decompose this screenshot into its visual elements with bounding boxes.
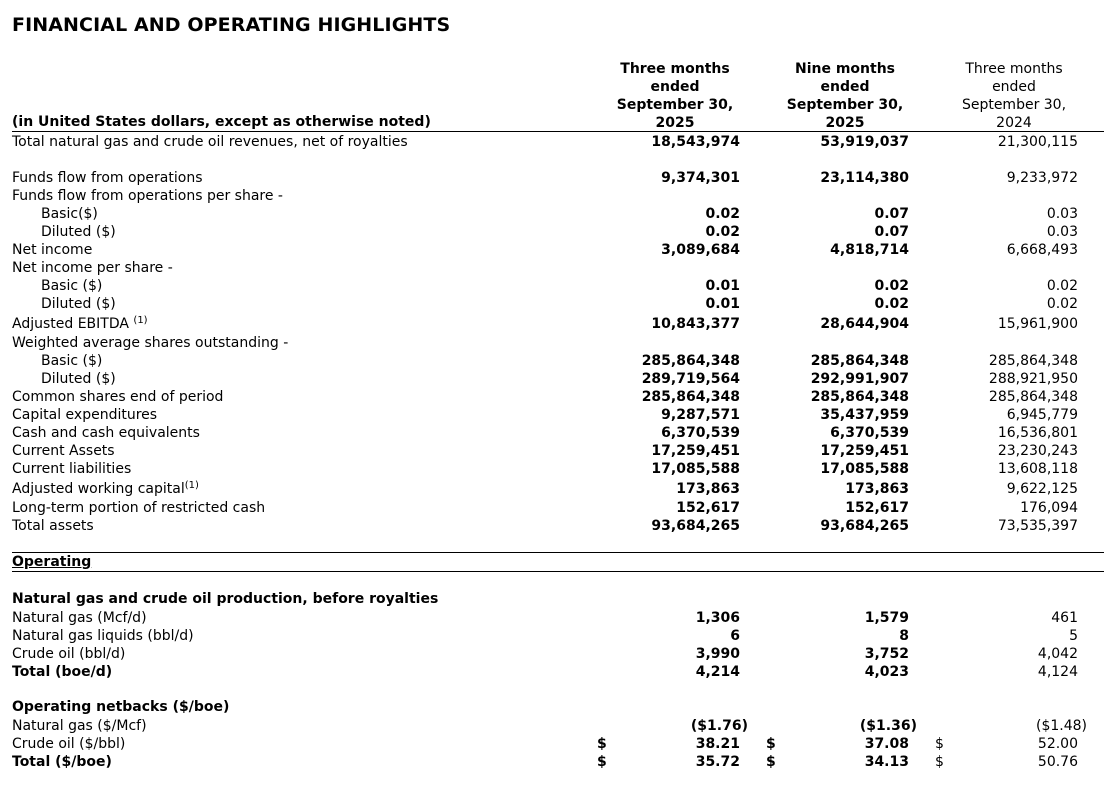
row-label-text: Funds flow from operations per share - xyxy=(12,188,283,204)
table-row xyxy=(0,295,1111,313)
row-label: Total ($/boe) xyxy=(12,754,112,770)
value-cell: 53,919,037 xyxy=(820,134,909,150)
column-header-q3-2024 xyxy=(944,60,1084,132)
table-row xyxy=(0,241,1111,259)
row-label: Total (boe/d) xyxy=(12,664,113,680)
header-line: ended xyxy=(992,79,1036,95)
row-label xyxy=(12,388,223,406)
value-cell: 50.76 xyxy=(1037,754,1078,770)
header-line: 2025 xyxy=(655,115,695,131)
header-line: ended xyxy=(820,79,870,95)
value-cell: 285,864,348 xyxy=(641,353,740,369)
value-cell: 93,684,265 xyxy=(651,518,740,534)
row-label xyxy=(41,352,102,370)
value-cell: 6,668,493 xyxy=(1006,242,1078,258)
table-row xyxy=(0,133,1111,151)
row-label xyxy=(12,133,408,151)
value-cell: 4,124 xyxy=(1037,664,1078,680)
value-cell: ($1.48) xyxy=(1035,718,1087,734)
row-label xyxy=(12,480,199,498)
row-label xyxy=(12,499,265,517)
value-cell: 16,536,801 xyxy=(997,425,1078,441)
value-cell: 152,617 xyxy=(676,500,740,516)
row-label xyxy=(41,223,116,241)
value-cell: 285,864,348 xyxy=(988,389,1078,405)
header-line: Nine months xyxy=(794,61,896,77)
value-cell: 9,233,972 xyxy=(1006,170,1078,186)
value-cell: 173,863 xyxy=(676,481,740,497)
value-cell: 5 xyxy=(1069,628,1078,644)
row-label xyxy=(41,295,116,313)
value-cell: 15,961,900 xyxy=(997,316,1078,332)
value-cell: 17,085,588 xyxy=(820,461,909,477)
currency-symbol: $ xyxy=(935,736,944,752)
value-cell: 0.02 xyxy=(1046,278,1078,294)
value-cell: 285,864,348 xyxy=(641,389,740,405)
value-cell: 1,306 xyxy=(695,610,740,626)
value-cell: 0.02 xyxy=(1046,296,1078,312)
value-cell: 0.07 xyxy=(874,206,909,222)
row-label-text: Total assets xyxy=(12,518,94,534)
row-label xyxy=(41,277,102,295)
value-cell: 23,230,243 xyxy=(997,443,1078,459)
table-row xyxy=(0,223,1111,241)
value-cell: 35,437,959 xyxy=(820,407,909,423)
value-cell: 10,843,377 xyxy=(651,316,740,332)
header-line: September 30, xyxy=(786,97,904,113)
value-cell: 0.03 xyxy=(1046,206,1078,222)
page-title: FINANCIAL AND OPERATING HIGHLIGHTS xyxy=(12,14,451,36)
row-label xyxy=(12,187,283,205)
row-label: Crude oil (bbl/d) xyxy=(12,646,126,662)
value-cell: 4,818,714 xyxy=(830,242,909,258)
production-heading: Natural gas and crude oil production, before royalties xyxy=(12,591,439,607)
header-line: Three months xyxy=(620,61,730,77)
row-label xyxy=(12,406,157,424)
value-cell: 1,579 xyxy=(864,610,909,626)
value-cell: 289,719,564 xyxy=(641,371,740,387)
row-label xyxy=(12,241,92,259)
row-label-text: Total natural gas and crude oil revenues, net of royalties xyxy=(12,134,408,150)
table-row xyxy=(0,187,1111,205)
value-cell: 6,370,539 xyxy=(661,425,740,441)
value-cell: 23,114,380 xyxy=(820,170,909,186)
value-cell: 35.72 xyxy=(695,754,740,770)
operating-heading: Operating xyxy=(12,554,92,570)
value-cell: 4,042 xyxy=(1037,646,1078,662)
row-label: Crude oil ($/bbl) xyxy=(12,736,126,752)
column-header-q3-2025 xyxy=(605,60,745,132)
table-row xyxy=(0,717,1111,735)
value-cell: 152,617 xyxy=(845,500,909,516)
value-cell: 17,085,588 xyxy=(651,461,740,477)
currency-symbol: $ xyxy=(597,754,607,770)
value-cell: 0.03 xyxy=(1046,224,1078,240)
row-label xyxy=(12,169,203,187)
header-line: September 30, xyxy=(961,97,1067,113)
value-cell: 4,023 xyxy=(864,664,909,680)
table-row xyxy=(0,442,1111,460)
table-row xyxy=(0,663,1111,681)
table-row xyxy=(0,259,1111,277)
value-cell: 285,864,348 xyxy=(988,353,1078,369)
row-label-text: Adjusted EBITDA xyxy=(12,316,129,332)
row-label xyxy=(12,315,148,333)
row-label-text: Current liabilities xyxy=(12,461,132,477)
table-row xyxy=(0,460,1111,478)
value-cell: 8 xyxy=(899,628,909,644)
header-divider xyxy=(12,131,1104,132)
value-cell: 18,543,974 xyxy=(651,134,740,150)
row-label xyxy=(12,517,94,535)
row-label-text: Diluted ($) xyxy=(41,296,116,312)
table-row xyxy=(0,499,1111,517)
table-row xyxy=(0,334,1111,352)
header-line: Three months xyxy=(965,61,1063,77)
table-row xyxy=(0,388,1111,406)
value-cell: ($1.36) xyxy=(859,718,917,734)
table-row xyxy=(0,315,1111,333)
value-cell: 288,921,950 xyxy=(988,371,1078,387)
row-label xyxy=(12,259,173,277)
value-cell: 38.21 xyxy=(695,736,740,752)
value-cell: ($1.76) xyxy=(690,718,748,734)
value-cell: 73,535,397 xyxy=(997,518,1078,534)
row-label xyxy=(12,424,200,442)
row-label-text: Adjusted working capital xyxy=(12,481,185,497)
footnote-marker: (1) xyxy=(133,315,148,326)
value-cell: 6,370,539 xyxy=(830,425,909,441)
row-label xyxy=(41,205,98,223)
table-row xyxy=(0,735,1111,753)
row-label xyxy=(41,370,116,388)
header-line: 2024 xyxy=(996,115,1032,131)
value-cell: 285,864,348 xyxy=(810,353,909,369)
row-label xyxy=(12,460,131,478)
table-row xyxy=(0,609,1111,627)
value-cell: 34.13 xyxy=(864,754,909,770)
value-cell: 0.02 xyxy=(705,206,740,222)
currency-symbol: $ xyxy=(766,754,776,770)
value-cell: 0.01 xyxy=(705,278,740,294)
header-line: September 30, xyxy=(616,97,734,113)
row-label-text: Diluted ($) xyxy=(41,371,116,387)
value-cell: 52.00 xyxy=(1037,736,1078,752)
value-cell: 9,374,301 xyxy=(661,170,740,186)
table-row xyxy=(0,517,1111,535)
row-label-text: Diluted ($) xyxy=(41,224,116,240)
footnote-marker: (1) xyxy=(184,480,199,491)
value-cell: 0.02 xyxy=(874,278,909,294)
value-cell: 3,752 xyxy=(864,646,909,662)
row-label-text: Common shares end of period xyxy=(12,389,224,405)
value-cell: 6 xyxy=(730,628,740,644)
value-cell: 173,863 xyxy=(845,481,909,497)
value-cell: 17,259,451 xyxy=(820,443,909,459)
table-row xyxy=(0,169,1111,187)
row-label-text: Basic($) xyxy=(41,206,98,222)
header-line: ended xyxy=(650,79,700,95)
table-row xyxy=(0,424,1111,442)
value-cell: 9,622,125 xyxy=(1006,481,1078,497)
header-line: 2025 xyxy=(825,115,865,131)
table-row xyxy=(0,753,1111,771)
row-label-text: Weighted average shares outstanding - xyxy=(12,335,289,351)
value-cell: 0.07 xyxy=(874,224,909,240)
value-cell: 3,990 xyxy=(695,646,740,662)
value-cell: 28,644,904 xyxy=(820,316,909,332)
value-cell: 4,214 xyxy=(695,664,740,680)
row-label-text: Cash and cash equivalents xyxy=(12,425,200,441)
value-cell: 21,300,115 xyxy=(997,134,1078,150)
section-divider-top xyxy=(12,552,1104,553)
table-row xyxy=(0,370,1111,388)
value-cell: 93,684,265 xyxy=(820,518,909,534)
column-header-9m-2025 xyxy=(775,60,915,132)
netbacks-heading: Operating netbacks ($/boe) xyxy=(12,699,230,715)
section-divider-bottom xyxy=(12,571,1104,572)
row-label-text: Net income per share - xyxy=(12,260,173,276)
row-label: Natural gas (Mcf/d) xyxy=(12,610,147,626)
currency-symbol: $ xyxy=(935,754,944,770)
table-row xyxy=(0,627,1111,645)
row-label-text: Net income xyxy=(12,242,93,258)
value-cell: 0.01 xyxy=(705,296,740,312)
table-row xyxy=(0,480,1111,498)
value-cell: 13,608,118 xyxy=(997,461,1078,477)
value-cell: 285,864,348 xyxy=(810,389,909,405)
table-row xyxy=(0,205,1111,223)
row-label: Natural gas ($/Mcf) xyxy=(12,718,147,734)
row-label-text: Basic ($) xyxy=(41,353,103,369)
row-label-text: Capital expenditures xyxy=(12,407,158,423)
table-row xyxy=(0,645,1111,663)
value-cell: 17,259,451 xyxy=(651,443,740,459)
value-cell: 6,945,779 xyxy=(1006,407,1078,423)
value-cell: 3,089,684 xyxy=(661,242,740,258)
row-label-text: Long-term portion of restricted cash xyxy=(12,500,266,516)
value-cell: 37.08 xyxy=(864,736,909,752)
row-label-text: Current Assets xyxy=(12,443,115,459)
table-row xyxy=(0,352,1111,370)
value-cell: 176,094 xyxy=(1020,500,1078,516)
table-row xyxy=(0,277,1111,295)
value-cell: 292,991,907 xyxy=(810,371,909,387)
value-cell: 0.02 xyxy=(874,296,909,312)
row-label-text: Funds flow from operations xyxy=(12,170,203,186)
currency-symbol: $ xyxy=(597,736,607,752)
row-label xyxy=(12,442,115,460)
row-label-text: Basic ($) xyxy=(41,278,103,294)
value-cell: 0.02 xyxy=(705,224,740,240)
row-label xyxy=(12,334,288,352)
value-cell: 9,287,571 xyxy=(661,407,740,423)
value-cell: 461 xyxy=(1051,610,1078,626)
table-row xyxy=(0,406,1111,424)
row-label: Natural gas liquids (bbl/d) xyxy=(12,628,194,644)
units-note: (in United States dollars, except as otherwise noted) xyxy=(12,114,431,130)
currency-symbol: $ xyxy=(766,736,776,752)
